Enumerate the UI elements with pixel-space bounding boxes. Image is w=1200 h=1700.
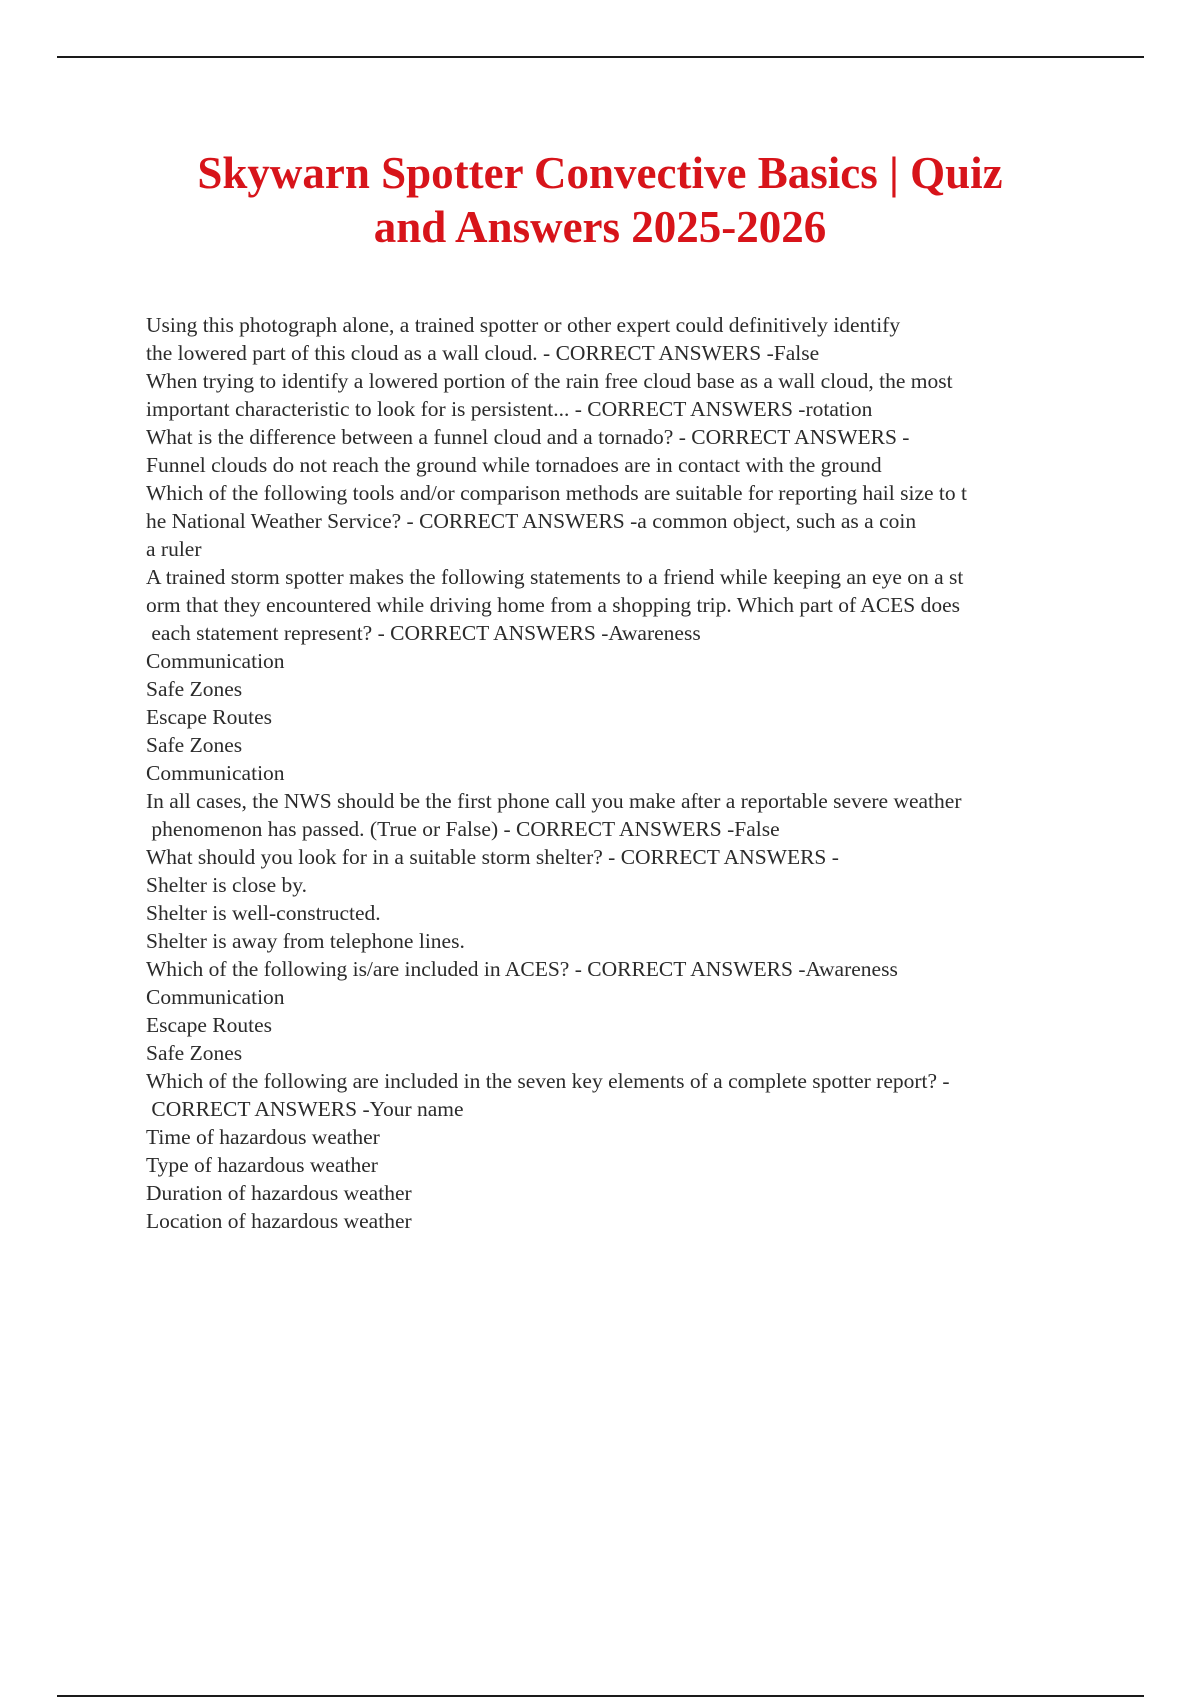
text-line: When trying to identify a lowered portion of the rain free cloud base as a wall cloud, the most bbox=[146, 369, 953, 393]
text-line: Which of the following tools and/or comparison methods are suitable for reporting hail size to t bbox=[146, 481, 967, 505]
text-line: Type of hazardous weather bbox=[146, 1153, 378, 1177]
text-line: A trained storm spotter makes the following statements to a friend while keeping an eye on a st bbox=[146, 565, 964, 589]
text-line: Shelter is close by. bbox=[146, 873, 308, 897]
text-line: each statement represent? - CORRECT ANSWERS -Awareness bbox=[146, 621, 701, 645]
text-line: important characteristic to look for is persistent... - CORRECT ANSWERS -rotation bbox=[146, 397, 873, 421]
header-rule bbox=[57, 56, 1144, 58]
text-line: Safe Zones bbox=[146, 677, 243, 701]
title-line: and Answers 2025-2026 bbox=[373, 202, 827, 252]
text-line: a ruler bbox=[146, 537, 202, 561]
text-line: Which of the following is/are included in ACES? - CORRECT ANSWERS -Awareness bbox=[146, 957, 898, 981]
document-title bbox=[60, 146, 1140, 254]
text-line: Using this photograph alone, a trained spotter or other expert could definitively identify bbox=[146, 313, 901, 337]
text-line: Safe Zones bbox=[146, 733, 243, 757]
text-line: What is the difference between a funnel cloud and a tornado? - CORRECT ANSWERS - bbox=[146, 425, 910, 449]
text-line: Which of the following are included in the seven key elements of a complete spotter report? - bbox=[146, 1069, 950, 1093]
text-line: he National Weather Service? - CORRECT ANSWERS -a common object, such as a coin bbox=[146, 509, 917, 533]
text-line: Communication bbox=[146, 985, 285, 1009]
text-line: Time of hazardous weather bbox=[146, 1125, 380, 1149]
document-body bbox=[146, 311, 1106, 1235]
text-line: Shelter is away from telephone lines. bbox=[146, 929, 465, 953]
title-line: Skywarn Spotter Convective Basics | Quiz bbox=[197, 148, 1003, 198]
text-line: CORRECT ANSWERS -Your name bbox=[146, 1097, 464, 1121]
text-line: Location of hazardous weather bbox=[146, 1209, 412, 1233]
text-line: Shelter is well-constructed. bbox=[146, 901, 381, 925]
text-line: Escape Routes bbox=[146, 705, 272, 729]
text-line: Communication bbox=[146, 761, 285, 785]
text-line: orm that they encountered while driving home from a shopping trip. Which part of ACES does bbox=[146, 593, 961, 617]
text-line: What should you look for in a suitable storm shelter? - CORRECT ANSWERS - bbox=[146, 845, 839, 869]
footer-rule bbox=[57, 1695, 1144, 1697]
text-line: Funnel clouds do not reach the ground while tornadoes are in contact with the ground bbox=[146, 453, 882, 477]
text-line: phenomenon has passed. (True or False) - CORRECT ANSWERS -False bbox=[146, 817, 780, 841]
text-line: Escape Routes bbox=[146, 1013, 272, 1037]
text-line: Duration of hazardous weather bbox=[146, 1181, 412, 1205]
text-line: In all cases, the NWS should be the first phone call you make after a reportable severe weather bbox=[146, 789, 962, 813]
text-line: Communication bbox=[146, 649, 285, 673]
text-line: the lowered part of this cloud as a wall cloud. - CORRECT ANSWERS -False bbox=[146, 341, 820, 365]
text-line: Safe Zones bbox=[146, 1041, 243, 1065]
